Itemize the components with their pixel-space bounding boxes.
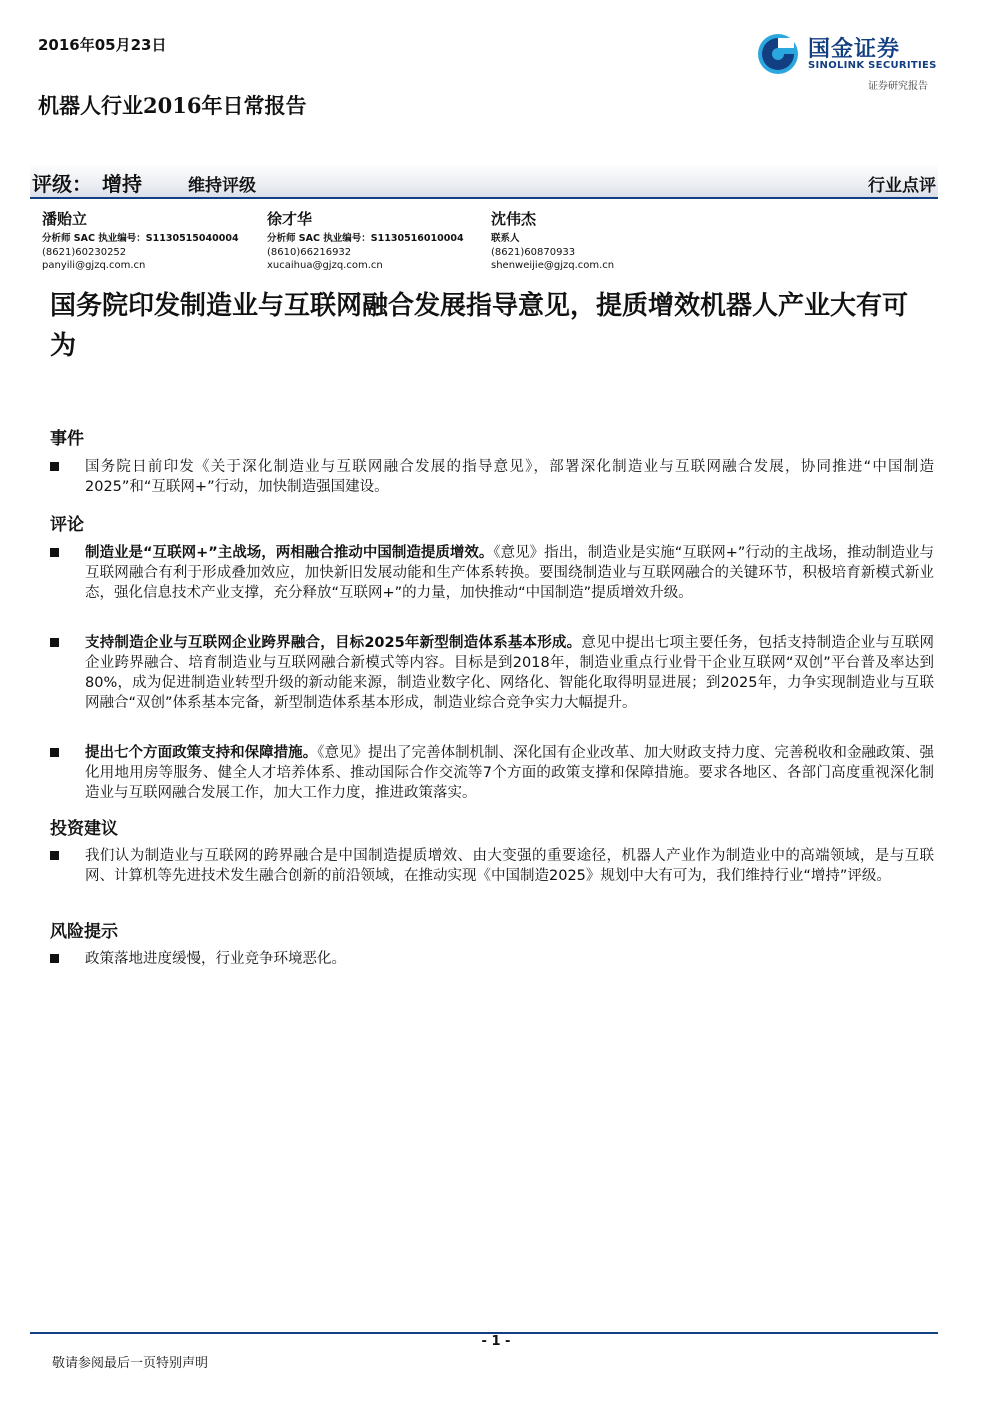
rating-label: 评级： [32, 172, 92, 196]
logo-cn-text: 国金证券 [808, 37, 901, 62]
report-headline: 国务院印发制造业与互联网融合发展指导意见，提质增效机器人产业大有可为 [50, 291, 909, 361]
bullet-square-icon [50, 462, 59, 471]
analyst-phone: (8610)66216932 [267, 246, 352, 258]
bullet-square-icon [50, 954, 59, 963]
rating-bar [30, 163, 938, 199]
analyst-sac-id: S1130515040004 [145, 233, 239, 244]
section-title-invest: 投资建议 [50, 819, 118, 839]
analyst-name: 徐才华 [267, 210, 313, 228]
analyst-role: 联系人 [491, 233, 520, 244]
disclaimer-note: 敬请参阅最后一页特别声明 [52, 1356, 209, 1371]
section-title-risk: 风险提示 [50, 922, 118, 942]
report-type: 行业点评 [868, 176, 936, 196]
rating-value: 增持 [102, 172, 142, 196]
analyst-role: 分析师 SAC 执业编号： [267, 233, 371, 244]
analyst-card [267, 208, 482, 273]
analyst-role: 分析师 SAC 执业编号： [42, 233, 146, 244]
bullet-lead: 制造业是“互联网+”主战场，两相融合推动中国制造提质增效。 [85, 545, 494, 561]
list-item [50, 846, 934, 886]
analyst-name: 潘贻立 [42, 210, 88, 228]
bullet-text: 意见中提出七项主要任务，包括支持制造企业与互联网企业跨界融合、培育制造业与互联网融合新模式等内容。目标是到2018年，制造业重点行业骨干企业互联网“双创”平台普及率达到80%，成为促进制造业转型升级的新动能来源，制造业数字化、网络化、智能化取得明显进展；到2025年，力争实现制造业与互联网融合“双创”体系基本完备，新型制造体系基本形成，制造业综合竞争实力大幅提升。 [85, 635, 935, 711]
sinolink-logo [756, 30, 946, 92]
bullet-text: 政策落地进度缓慢，行业竞争环境恶化。 [85, 951, 346, 967]
bullet-text: 《意见》指出，制造业是实施“互联网+”行动的主战场，推动制造业与互联网融合有利于形成叠加效应，加快新旧发展动能和生产体系转换。要围绕制造业与互联网融合的关键环节，积极培育新模式新业态，强化信息技术产业支撑，充分释放“互联网+”的力量，加快推动“中国制造”提质增效升级。 [85, 545, 934, 601]
analyst-card [42, 208, 257, 273]
list-item [50, 633, 934, 713]
logo-en-text: SINOLINK SECURITIES [808, 60, 937, 71]
analyst-phone: (8621)60230252 [42, 246, 127, 258]
analyst-card [491, 208, 706, 273]
bullet-square-icon [50, 638, 59, 647]
bullet-text: 我们认为制造业与互联网的跨界融合是中国制造提质增效、由大变强的重要途径，机器人产业作为制造业中的高端领域，是与互联网、计算机等先进技术发生融合创新的前沿领域，在推动实现《中国制造2025》规划中大有可为，我们维持行业“增持”评级。 [85, 848, 934, 884]
analyst-email[interactable]: shenweijie@gjzq.com.cn [491, 260, 615, 271]
bullet-lead: 提出七个方面政策支持和保障措施。 [85, 745, 318, 761]
list-item [50, 457, 934, 497]
rating-keep: 维持评级 [188, 176, 256, 196]
report-series: 机器人行业2016年日常报告 [38, 93, 307, 118]
analyst-sac-id: S1130516010004 [370, 233, 464, 244]
logo-mark-icon [756, 32, 800, 76]
bullet-square-icon [50, 748, 59, 757]
bullet-lead: 支持制造企业与互联网企业跨界融合，目标2025年新型制造体系基本形成。 [85, 635, 582, 651]
logo-sub-text: 证券研究报告 [868, 81, 928, 92]
analyst-email[interactable]: panyili@gjzq.com.cn [42, 260, 146, 271]
section-title-comment: 评论 [50, 515, 84, 535]
section-title-event: 事件 [50, 429, 84, 449]
list-item [50, 543, 934, 603]
report-date: 2016年05月23日 [38, 36, 167, 54]
page-number: - 1 - [481, 1334, 511, 1349]
analyst-email[interactable]: xucaihua@gjzq.com.cn [267, 260, 383, 271]
analyst-name: 沈伟杰 [491, 210, 537, 228]
rating-divider [30, 197, 938, 199]
list-item [50, 743, 934, 803]
bullet-square-icon [50, 851, 59, 860]
list-item [50, 949, 934, 969]
bullet-square-icon [50, 548, 59, 557]
bullet-text: 《意见》提出了完善体制机制、深化国有企业改革、加大财政支持力度、完善税收和金融政策、强化用地用房等服务、健全人才培养体系、推动国际合作交流等7个方面的政策支撑和保障措施。要求各地区、各部门高度重视深化制造业与互联网融合发展工作，加大工作力度，推进政策落实。 [85, 745, 935, 801]
bullet-text: 国务院日前印发《关于深化制造业与互联网融合发展的指导意见》，部署深化制造业与互联网融合发展，协同推进“中国制造2025”和“互联网+”行动，加快制造强国建设。 [85, 459, 934, 495]
analyst-phone: (8621)60870933 [491, 246, 576, 258]
